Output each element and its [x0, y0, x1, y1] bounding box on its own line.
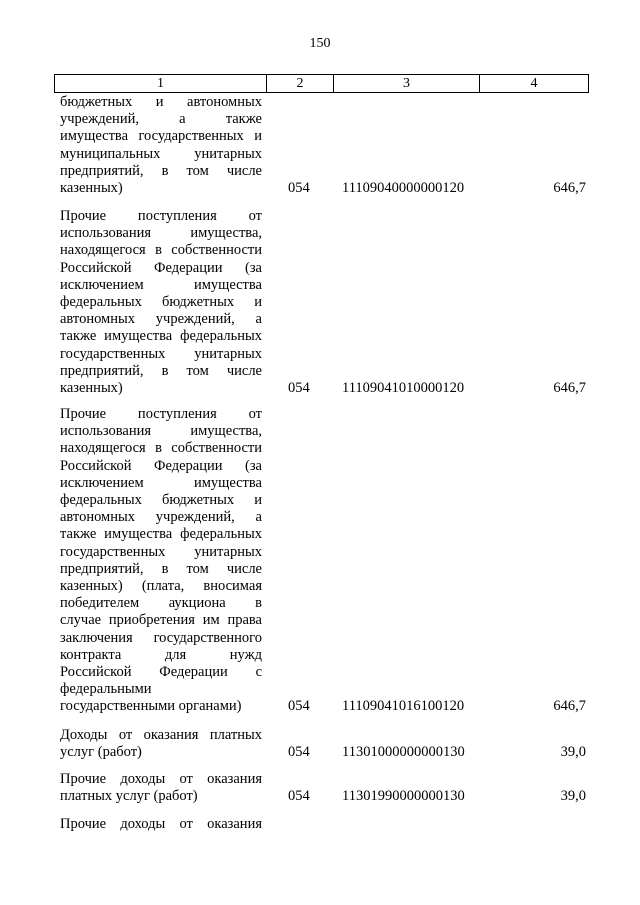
description-line: государственных унитарных — [60, 543, 262, 560]
column-header-3: 3 — [334, 75, 480, 92]
description-line: федеральных бюджетных и — [60, 294, 262, 311]
description-line: Прочие поступления от — [60, 406, 262, 422]
description-line: муниципальных унитарных — [60, 145, 262, 162]
description-line: федеральными — [60, 681, 152, 698]
description-line: государственных унитарных — [60, 345, 262, 362]
amount: 646,7 — [553, 180, 586, 196]
description-line: Доходы от оказания платных — [60, 727, 262, 743]
row-description — [60, 208, 262, 397]
description-line: контракта для нужд — [60, 646, 262, 663]
description-line: победителем аукциона в — [60, 595, 262, 612]
description-line: казенных) — [60, 380, 123, 397]
description-line: использования имущества, — [60, 423, 262, 440]
description-line: учреждений, а также — [60, 111, 262, 128]
description-line: услуг (работ) — [60, 744, 142, 761]
description-line: предприятий, в том числе — [60, 560, 262, 577]
amount: 39,0 — [560, 744, 586, 761]
row-description — [60, 406, 262, 716]
admin-code: 054 — [288, 744, 310, 761]
row-description — [60, 771, 262, 805]
page-number: 150 — [309, 36, 331, 51]
amount: 646,7 — [553, 380, 586, 396]
description-line: платных услуг (работ) — [60, 788, 198, 805]
budget-classification-code: 11301990000000130 — [342, 788, 465, 805]
description-line: имущества государственных и — [60, 128, 262, 145]
admin-code: 054 — [288, 788, 310, 805]
amount: 39,0 — [560, 788, 586, 805]
column-header-2: 2 — [267, 75, 334, 92]
budget-classification-code: 11109041016100120 — [342, 698, 465, 715]
description-line: федеральных бюджетных и — [60, 492, 262, 509]
description-line: исключением имущества — [60, 474, 262, 491]
description-line: Российской Федерации (за — [60, 259, 262, 276]
description-line: казенных) — [60, 180, 123, 197]
description-line: находящегося в собственности — [60, 242, 262, 259]
description-line: предприятий, в том числе — [60, 362, 262, 379]
table-header — [54, 74, 589, 93]
column-header-1: 1 — [55, 75, 267, 92]
description-line: предприятий, в том числе — [60, 162, 262, 179]
description-line: находящегося в собственности — [60, 440, 262, 457]
admin-code: 054 — [288, 698, 310, 715]
budget-classification-code: 11109040000000120 — [342, 180, 465, 196]
row-description — [60, 94, 262, 197]
description-line: Прочие поступления от — [60, 208, 262, 224]
description-line: казенных) (плата, вносимая — [60, 578, 262, 595]
budget-classification-code: 11301000000000130 — [342, 744, 465, 761]
description-line: бюджетных и автономных — [60, 94, 262, 110]
description-line: также имущества федеральных — [60, 526, 262, 543]
description-line: Прочие доходы от оказания — [60, 816, 262, 832]
admin-code: 054 — [288, 180, 310, 196]
description-line: также имущества федеральных — [60, 328, 262, 345]
description-line: заключения государственного — [60, 629, 262, 646]
description-line: исключением имущества — [60, 276, 262, 293]
description-line: Прочие доходы от оказания — [60, 771, 262, 787]
description-line: случае приобретения им права — [60, 612, 262, 629]
row-description — [60, 816, 262, 833]
budget-classification-code: 11109041010000120 — [342, 380, 465, 396]
description-line: автономных учреждений, а — [60, 509, 262, 526]
amount: 646,7 — [553, 698, 586, 715]
description-line: Российской Федерации (за — [60, 457, 262, 474]
description-line: государственными органами) — [60, 698, 242, 715]
row-description — [60, 727, 262, 761]
column-header-4: 4 — [530, 76, 538, 91]
description-line: использования имущества, — [60, 225, 262, 242]
description-line: Российской Федерации с — [60, 664, 262, 681]
admin-code: 054 — [288, 380, 310, 396]
description-line: автономных учреждений, а — [60, 311, 262, 328]
